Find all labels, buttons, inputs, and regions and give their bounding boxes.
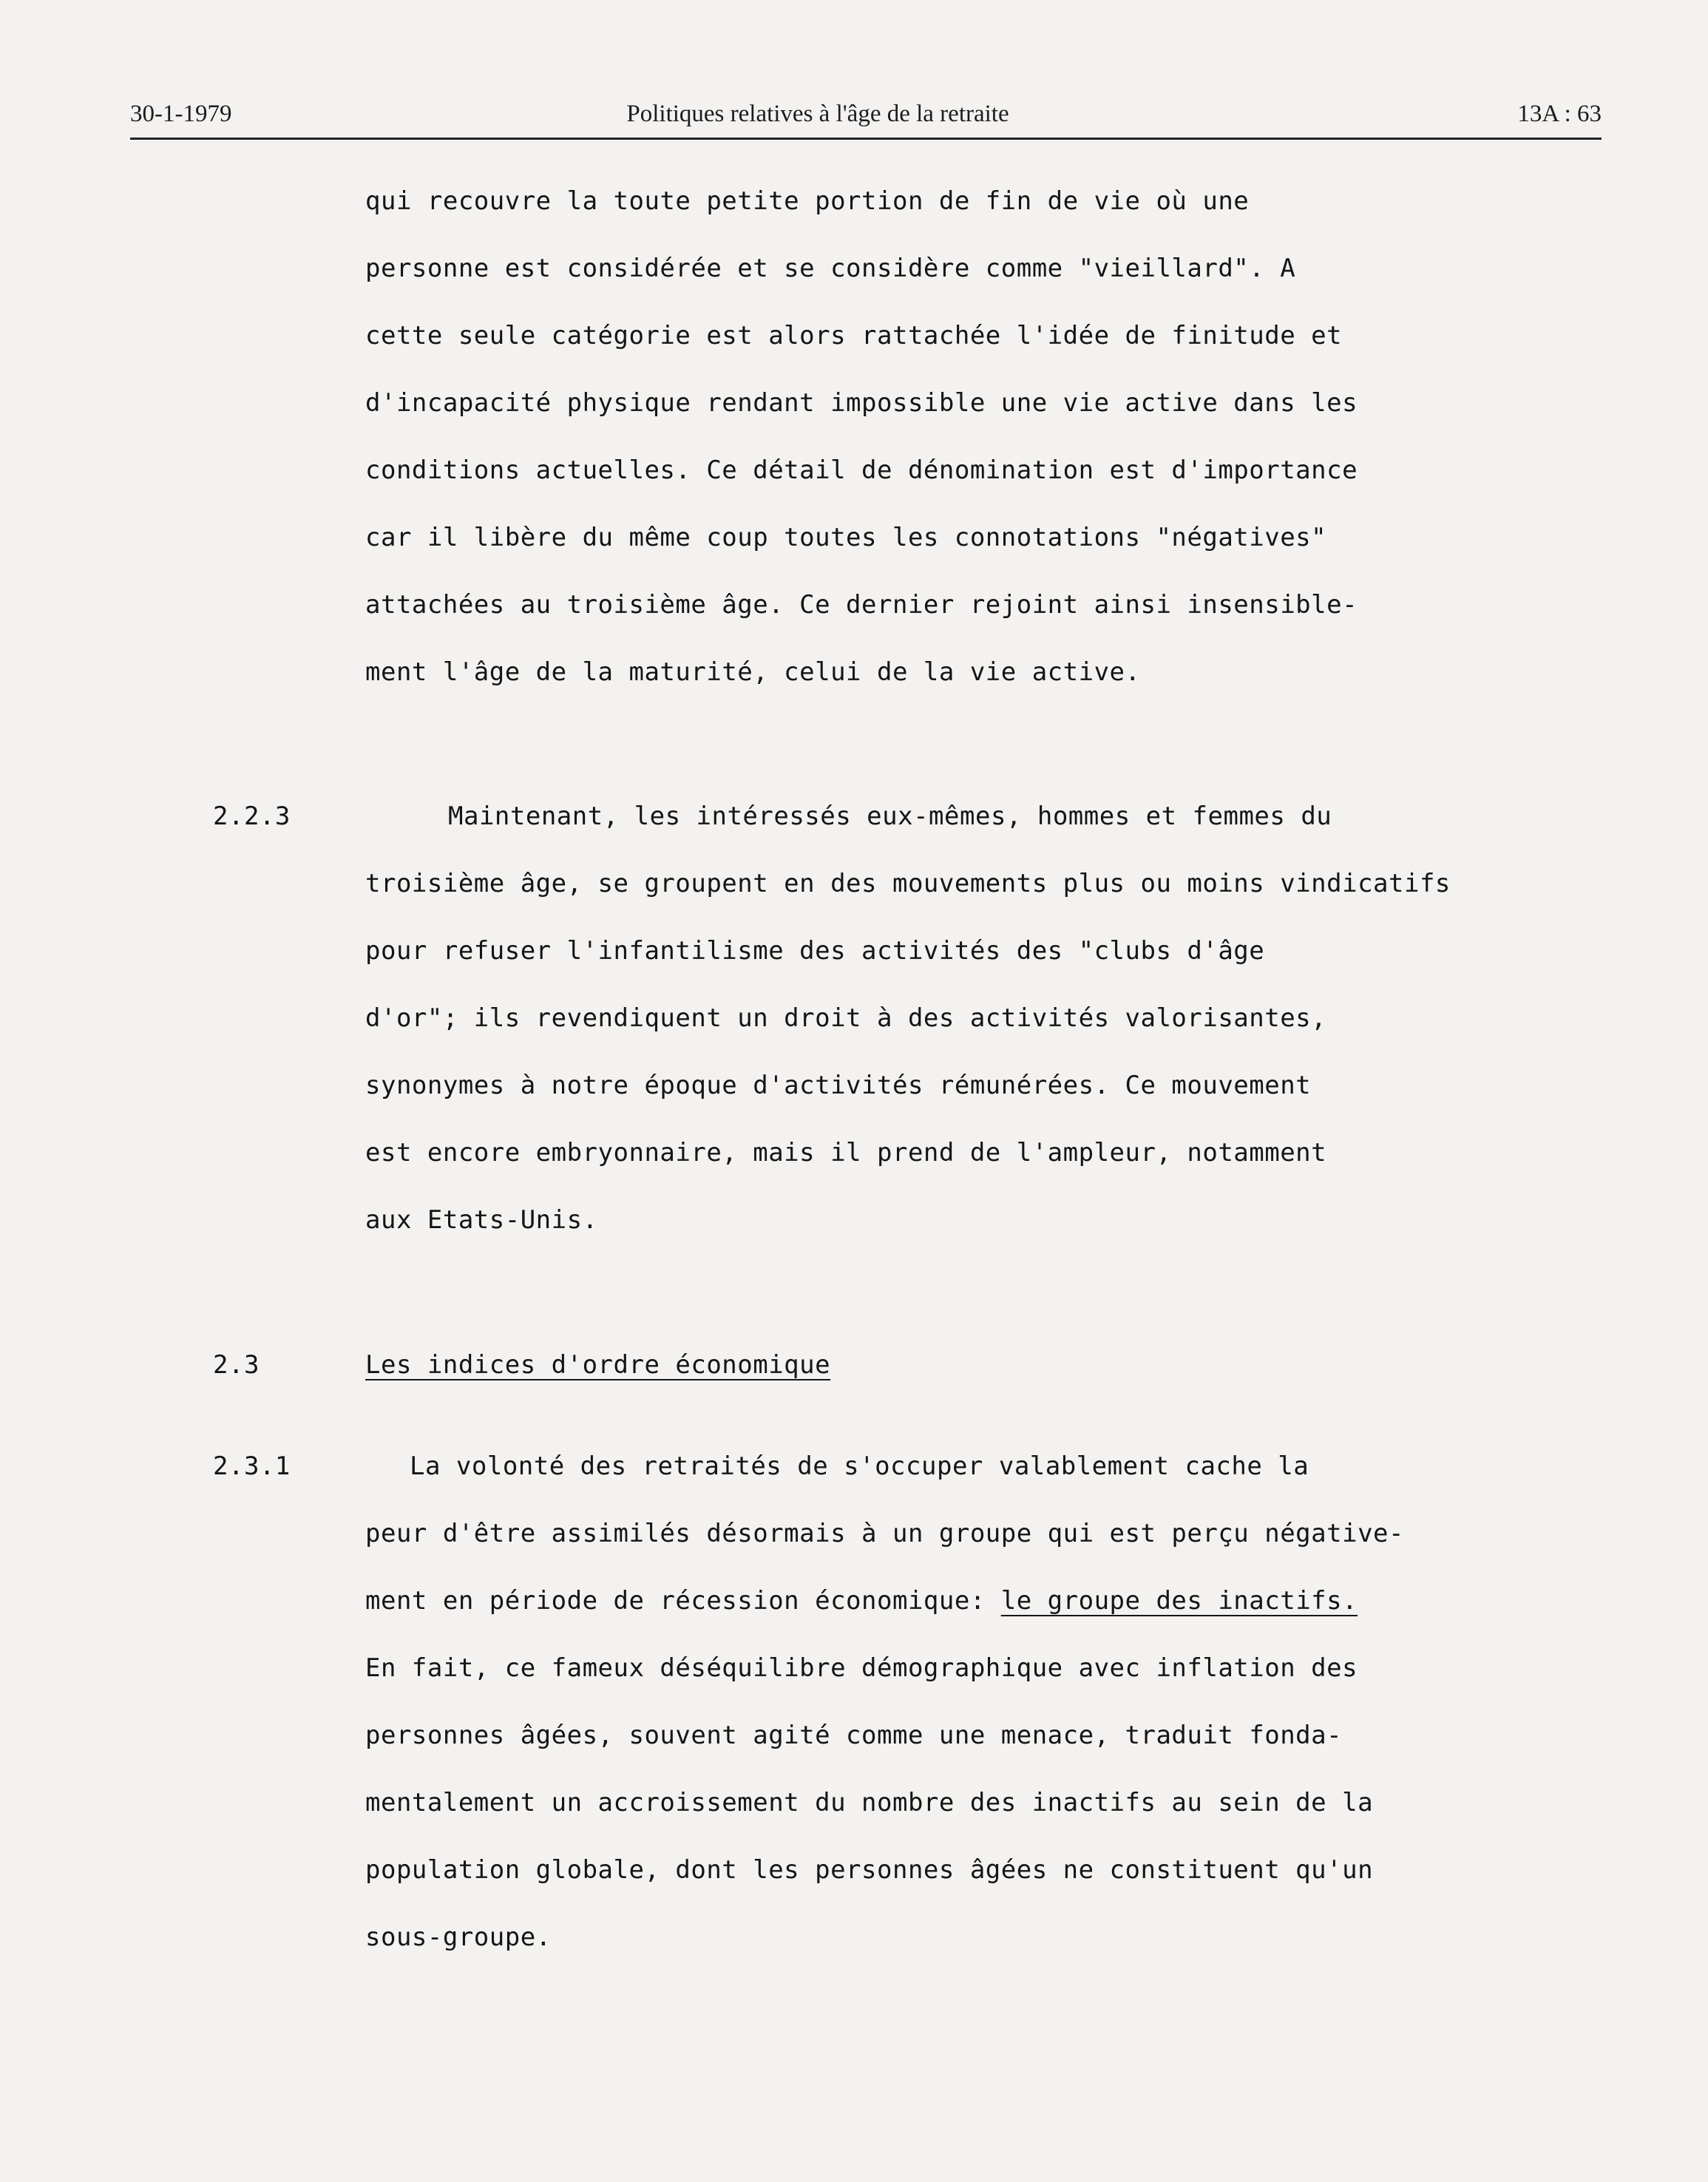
section-2-2-3-paragraph xyxy=(365,783,1578,1254)
section-number: 2.2.3 xyxy=(213,802,291,831)
text-line: attachées au troisième âge. Ce dernier rejoint ainsi insensible- xyxy=(365,590,1358,620)
section-2-3-1-paragraph xyxy=(365,1433,1578,1971)
header-date: 30-1-1979 xyxy=(130,101,232,127)
text-line: car il libère du même coup toutes les connotations "négatives" xyxy=(365,523,1327,552)
text-line: population globale, dont les personnes âgées ne constituent qu'un xyxy=(365,1855,1374,1885)
text-line: qui recouvre la toute petite portion de fin de vie où une xyxy=(365,186,1250,216)
text-line: est encore embryonnaire, mais il prend de l'ampleur, notamment xyxy=(365,1138,1327,1168)
emphasis-underlined: le groupe des inactifs. xyxy=(1000,1586,1358,1616)
text-line: personne est considérée et se considère comme "vieillard". A xyxy=(365,254,1296,283)
text-line: Maintenant, les intéressés eux-mêmes, hommes et femmes du xyxy=(448,802,1332,831)
text-line: conditions actuelles. Ce détail de dénomination est d'importance xyxy=(365,455,1358,485)
text-line: La volonté des retraités de s'occuper valablement cache la xyxy=(410,1451,1309,1481)
text-line: aux Etats-Unis. xyxy=(365,1205,598,1235)
text-line: personnes âgées, souvent agité comme une menace, traduit fonda- xyxy=(365,1721,1343,1750)
text-line: d'or"; ils revendiquent un droit à des activités valorisantes, xyxy=(365,1003,1327,1033)
header-rule xyxy=(130,138,1602,140)
text-line: d'incapacité physique rendant impossible une vie active dans les xyxy=(365,388,1358,418)
section-title: Les indices d'ordre économique xyxy=(365,1350,831,1380)
text-fragment: ment en période de récession économique: xyxy=(365,1586,1001,1616)
text-line: ment l'âge de la maturité, celui de la vie active. xyxy=(365,657,1141,687)
text-line: pour refuser l'infantilisme des activités des "clubs d'âge xyxy=(365,936,1265,966)
header-title: Politiques relatives à l'âge de la retraite xyxy=(626,101,1009,127)
text-line: mentalement un accroissement du nombre des inactifs au sein de la xyxy=(365,1788,1374,1817)
text-line: peur d'être assimilés désormais à un groupe qui est perçu négative- xyxy=(365,1519,1404,1548)
text-line xyxy=(365,1568,1578,1635)
page-header xyxy=(130,95,1602,136)
text-line: En fait, ce fameux déséquilibre démographique avec inflation des xyxy=(365,1653,1358,1683)
text-line: troisième âge, se groupent en des mouvements plus ou moins vindicatifs xyxy=(365,869,1451,898)
section-heading xyxy=(365,1332,1578,1399)
section-number: 2.3.1 xyxy=(213,1451,291,1481)
header-page-number: 13A : 63 xyxy=(1517,101,1602,127)
text-line: sous-groupe. xyxy=(365,1922,552,1952)
text-line: synonymes à notre époque d'activités rémunérées. Ce mouvement xyxy=(365,1071,1312,1100)
text-line: cette seule catégorie est alors rattachée l'idée de finitude et xyxy=(365,321,1343,350)
intro-paragraph xyxy=(365,168,1578,706)
section-number: 2.3 xyxy=(213,1350,260,1380)
